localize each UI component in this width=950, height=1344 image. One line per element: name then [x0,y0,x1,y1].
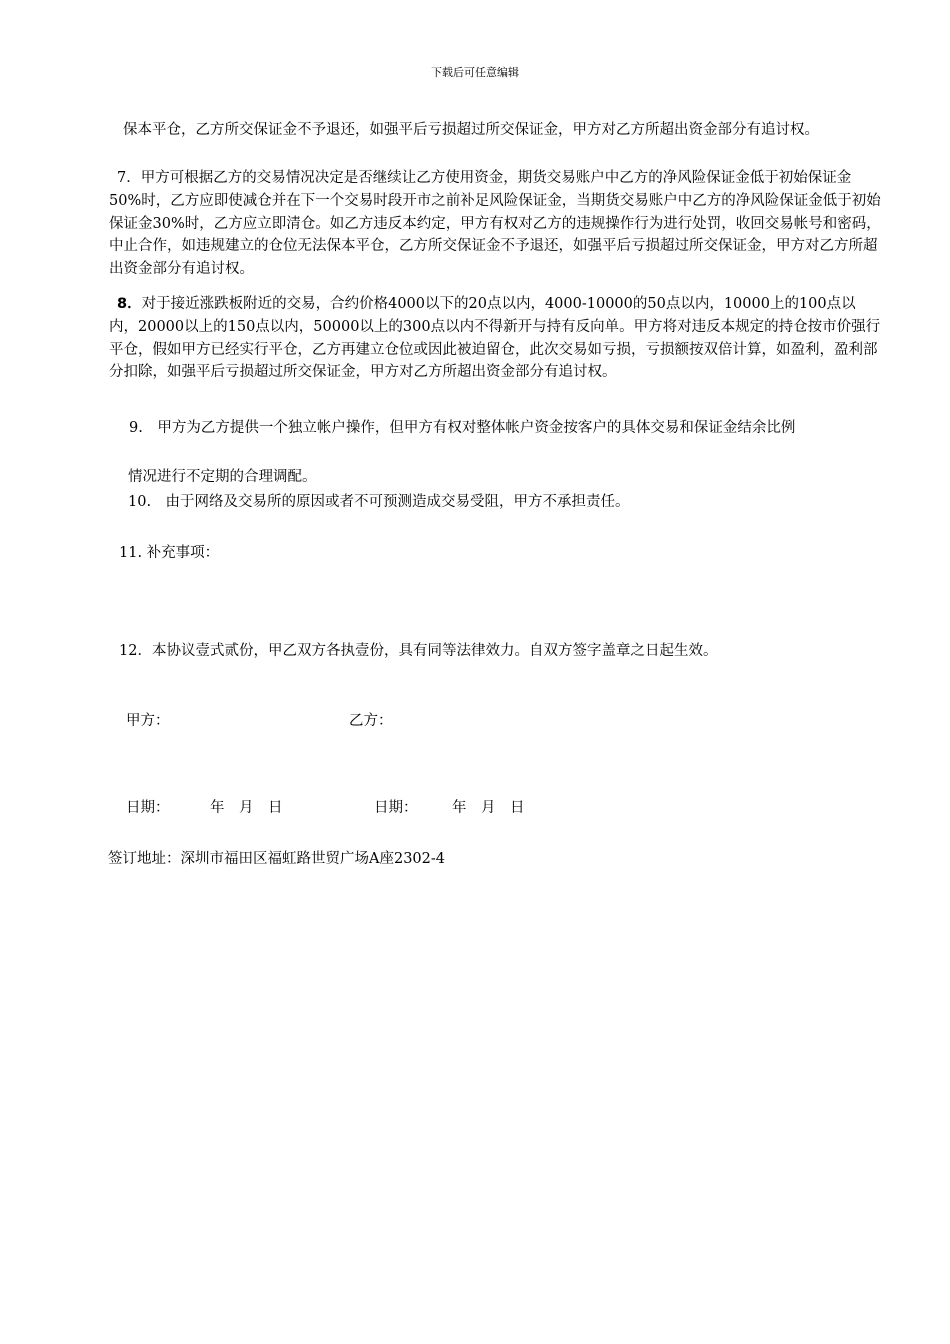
clause-12: 12．本协议壹式贰份，甲乙双方各执壹份，具有同等法律效力。自双方签字盖章之日起生效。 [119,643,718,659]
clause-11: 11. 补充事项： [119,545,220,561]
clause-10: 10. 由于网络及交易所的原因或者不可预测造成交易受阻，甲方不承担责任。 [128,494,630,510]
date-b-fields: 年 月 日 [452,800,525,816]
page-header: 下载后可任意编辑 [431,66,519,79]
clause-9-continuation: 情况进行不定期的合理调配。 [128,469,317,485]
date-b-label: 日期： [374,800,418,816]
date-a-label: 日期： [126,800,170,816]
clause-8-text: 对于接近涨跌板附近的交易，合约价格4000以下的20点以内，4000-10000的50点以内，10000上的100点以内，20000以上的150点以内，50000以上的300点以内不得新开与持有反向单。甲方将对违反本规定的持仓按市价强行平仓，假如甲方已经实行平仓，乙方再建立仓位或因此被迫留仓，此次交易如亏损，亏损额按双倍计算，如盈利，盈利部分扣除，如强平后亏损超过所交保证金，甲方对乙方所超出资金部分有追讨权。 [109,296,881,381]
signing-address: 签订地址：深圳市福田区福虹路世贸广场A座2302-4 [108,851,445,867]
party-a-label: 甲方： [126,713,170,729]
clause-8-number: 8． [117,296,142,312]
clause-8 [109,293,883,384]
date-a-fields: 年 月 日 [210,800,283,816]
party-b-label: 乙方： [349,713,393,729]
clause-6-continuation: 保本平仓，乙方所交保证金不予退还，如强平后亏损超过所交保证金，甲方对乙方所超出资金部分有追讨权。 [123,122,819,138]
clause-9: 9. 甲方为乙方提供一个独立帐户操作，但甲方有权对整体帐户资金按客户的具体交易和保证金结余比例 [129,420,796,436]
clause-7: 7．甲方可根据乙方的交易情况决定是否继续让乙方使用资金，期货交易账户中乙方的净风险保证金低于初始保证金50%时，乙方应即使减仓并在下一个交易时段开市之前补足风险保证金，当期货交易账户中乙方的净风险保证金低于初始保证金30%时，乙方应立即清仓。如乙方违反本约定，甲方有权对乙方的违规操作行为进行处罚，收回交易帐号和密码，中止合作，如违规建立的仓位无法保本平仓，乙方所交保证金不予退还，如强平后亏损超过所交保证金，甲方对乙方所超出资金部分有追讨权。 [109,170,881,278]
